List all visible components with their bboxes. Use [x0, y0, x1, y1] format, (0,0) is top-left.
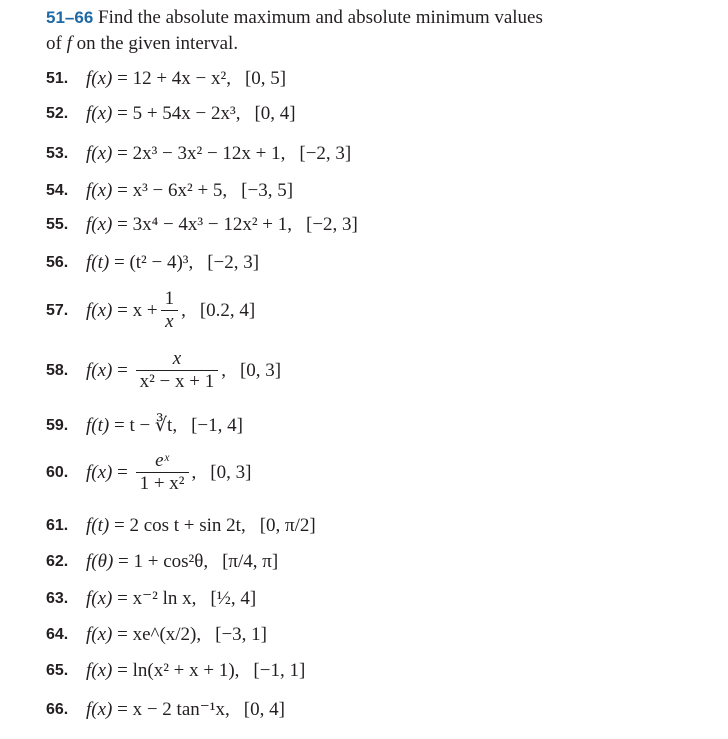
problem-63: [46, 587, 256, 610]
problem-expression: f(x) = ln(x² + x + 1), [−1, 1]: [86, 660, 306, 681]
function-lhs: f(x): [86, 214, 113, 235]
problem-expression: f(x) = 2x³ − 3x² − 12x + 1, [−2, 3]: [86, 143, 352, 164]
interval: [0, π/2]: [259, 515, 316, 536]
problem-number: 52.: [46, 105, 69, 122]
problem-53: [46, 143, 351, 165]
fraction: [136, 451, 189, 494]
function-rhs: 1 + cos²θ,: [133, 551, 209, 572]
problem-expression: f(x) = 5 + 54x − 2x³, [0, 4]: [86, 103, 296, 124]
interval: [½, 4]: [210, 587, 257, 609]
problem-number: 63.: [46, 589, 69, 607]
function-rhs: t − ∛t,: [129, 415, 178, 436]
problem-expression: f(t) = t − ∛t, [−1, 4]: [86, 414, 243, 436]
instructions-line2-post: on the given interval.: [76, 33, 239, 54]
fraction-numerator: 1: [164, 288, 175, 309]
problem-54: [46, 180, 293, 202]
problem-52: [46, 103, 296, 125]
problem-number: 59.: [46, 416, 69, 434]
function-rhs: xe^(x/2),: [132, 624, 202, 645]
problem-number: 53.: [46, 145, 69, 162]
interval: [0, 4]: [254, 103, 296, 124]
interval: [−1, 1]: [253, 660, 306, 681]
problem-range: 51–66: [46, 8, 94, 27]
function-rhs: ln(x² + x + 1),: [132, 660, 240, 681]
problem-57: [46, 289, 255, 332]
problem-expression: f(x) = xe^(x/2), [−3, 1]: [86, 624, 268, 645]
function-lhs: f(x): [86, 103, 113, 124]
instructions-f: f: [66, 33, 72, 54]
problem-expression: f(x) = $\frac{\text{eˣ}}{\text{1 + x²}}$ , [0, 3]: [86, 450, 252, 494]
function-lhs: f(x): [86, 143, 113, 164]
problem-number: 66.: [46, 700, 69, 718]
problem-62: [46, 551, 278, 573]
function-lhs: f(θ): [86, 551, 114, 572]
interval: [0, 3]: [239, 359, 282, 381]
fraction-denominator: x² − x + 1: [136, 370, 219, 392]
problem-64: [46, 624, 267, 646]
problem-expression: f(x) = x³ − 6x² + 5, [−3, 5]: [86, 180, 294, 201]
interval: [−3, 1]: [215, 624, 268, 645]
problem-61: [46, 515, 316, 537]
fraction-numerator: eˣ: [155, 450, 169, 471]
function-lhs: f(x): [86, 359, 113, 381]
interval: [−1, 4]: [191, 414, 243, 436]
problem-number: 60.: [46, 463, 69, 481]
problem-number: 55.: [46, 216, 69, 233]
problem-number: 61.: [46, 517, 69, 534]
fraction-denominator: 1 + x²: [136, 472, 189, 494]
problem-expression: f(x) = x + $\frac{1}{x}$ , [0.2, 4]: [86, 288, 256, 332]
function-rhs: (t² − 4)³,: [129, 252, 194, 273]
instructions-header: [46, 5, 686, 57]
interval: [−3, 5]: [241, 180, 294, 201]
problem-expression: f(t) = (t² − 4)³, [−2, 3]: [86, 252, 260, 273]
fraction: [161, 289, 179, 332]
problem-expression: f(x) = x⁻² ln x, [½, 4]: [86, 587, 257, 609]
function-rhs: 12 + 4x − x²,: [132, 68, 231, 89]
function-lhs: f(x): [86, 698, 113, 720]
problem-number: 54.: [46, 182, 69, 199]
problem-expression: f(x) = 12 + 4x − x², [0, 5]: [86, 68, 287, 89]
problem-60: [46, 451, 251, 494]
problem-59: [46, 414, 243, 437]
problem-expression: f(x) = x − 2 tan⁻¹x, [0, 4]: [86, 698, 285, 720]
function-rhs: x − 2 tan⁻¹x,: [132, 699, 230, 720]
problem-55: [46, 214, 358, 236]
problem-number: 57.: [46, 301, 69, 319]
fraction-numerator: x: [172, 348, 182, 369]
interval: [−2, 3]: [207, 252, 260, 273]
interval: [π/4, π]: [222, 551, 279, 572]
interval: [−2, 3]: [299, 143, 352, 164]
interval: [0, 4]: [243, 698, 285, 720]
problem-56: [46, 252, 259, 274]
problem-65: [46, 660, 305, 682]
function-lhs: f(x): [86, 68, 113, 89]
problem-number: 56.: [46, 254, 69, 271]
function-lhs: f(x): [86, 624, 113, 645]
instructions-line1: Find the absolute maximum and absolute minimum values: [98, 7, 543, 28]
problem-expression: f(x) = 3x⁴ − 4x³ − 12x² + 1, [−2, 3]: [86, 214, 358, 235]
problem-expression: f(t) = 2 cos t + sin 2t, [0, π/2]: [86, 515, 316, 536]
problem-expression: f(θ) = 1 + cos²θ, [π/4, π]: [86, 551, 279, 572]
interval: [−2, 3]: [306, 214, 358, 235]
problem-58: [46, 349, 281, 392]
function-lhs: f(x): [86, 461, 113, 483]
problem-66: [46, 698, 285, 721]
fraction-denominator: x: [161, 310, 177, 332]
problem-expression: f(x) = $\frac{x}{\text{x² − x + 1}}$ , [0, 3]: [86, 348, 282, 392]
function-rhs: 5 + 54x − 2x³,: [132, 103, 241, 124]
function-lhs: f(t): [86, 252, 110, 273]
function-rhs: x³ − 6x² + 5,: [132, 180, 228, 201]
function-rhs: 2x³ − 3x² − 12x + 1,: [132, 143, 286, 164]
problem-51: [46, 68, 286, 90]
interval: [0, 5]: [244, 68, 287, 89]
interval: [0.2, 4]: [199, 299, 256, 321]
function-lhs: f(x): [86, 660, 113, 681]
function-rhs: x⁻² ln x,: [132, 588, 197, 609]
problem-number: 64.: [46, 626, 69, 643]
function-lhs: f(t): [86, 515, 110, 536]
fraction: [136, 349, 219, 392]
function-rhs: 2 cos t + sin 2t,: [129, 515, 246, 536]
function-lhs: f(t): [86, 414, 110, 436]
interval: [0, 3]: [210, 461, 252, 483]
problem-number: 58.: [46, 361, 69, 379]
instructions-line2-pre: of: [46, 33, 62, 54]
problem-number: 65.: [46, 662, 69, 679]
function-lhs: f(x): [86, 180, 113, 201]
function-lhs: f(x): [86, 299, 113, 321]
function-rhs: 3x⁴ − 4x³ − 12x² + 1,: [132, 214, 293, 235]
problem-number: 51.: [46, 70, 69, 87]
problem-number: 62.: [46, 553, 69, 570]
function-rhs-pre: x +: [132, 299, 158, 321]
function-lhs: f(x): [86, 587, 113, 609]
